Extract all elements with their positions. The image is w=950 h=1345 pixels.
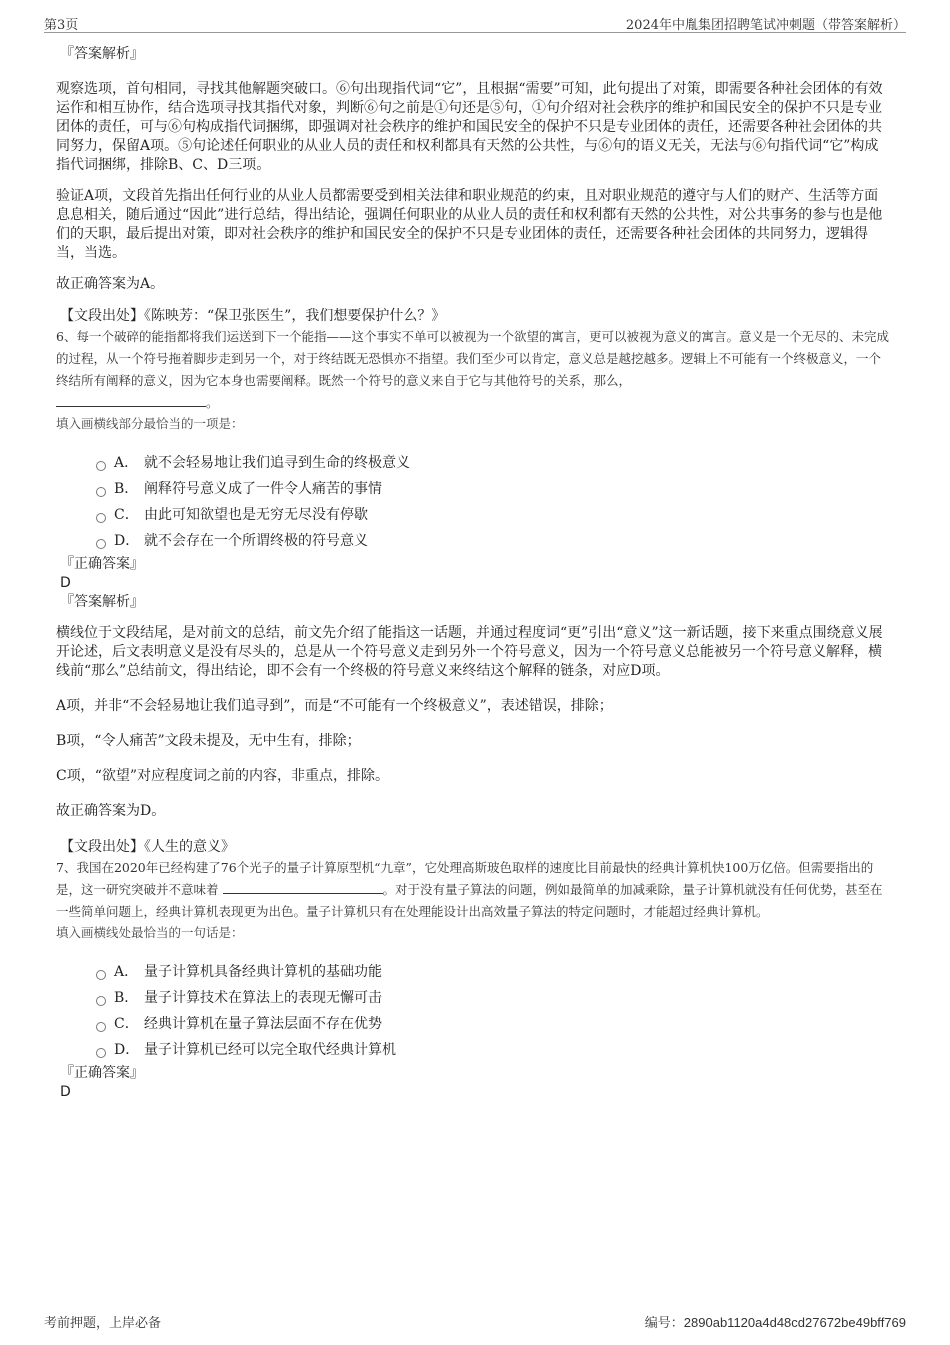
radio-icon[interactable] bbox=[96, 1048, 106, 1058]
footer-slogan: 考前押题，上岸必备 bbox=[44, 1316, 162, 1331]
option-text: 阐释符号意义成了一件令人痛苦的事情 bbox=[144, 481, 382, 497]
option-text: 就不会存在一个所谓终极的符号意义 bbox=[144, 533, 368, 549]
q7-prompt: 填入画横线处最恰当的一句话是： bbox=[56, 925, 244, 940]
option-letter: C． bbox=[114, 507, 139, 523]
page-header bbox=[44, 14, 906, 33]
q6-option-a[interactable] bbox=[96, 450, 890, 476]
option-letter: A． bbox=[114, 964, 139, 980]
q7-option-b[interactable] bbox=[96, 985, 890, 1011]
q7-correct-label: 『正确答案』 bbox=[60, 1065, 144, 1081]
q7-option-d[interactable] bbox=[96, 1037, 890, 1063]
option-text: 量子计算技术在算法上的表现无懈可击 bbox=[144, 990, 382, 1006]
radio-icon[interactable] bbox=[96, 461, 106, 471]
radio-icon[interactable] bbox=[96, 487, 106, 497]
q6-analysis-paragraph-1: 横线位于文段结尾，是对前文的总结，前文先介绍了能指这一话题，并通过程度词“更”引出“意义”这一新话题，接下来重点围绕意义展开论述，后文表明意义是没有尽头的，总是从一个符号意义走到另外一个符号意义，因为一个符号意义总能被另一个符号意义解释，横线前“那么”总结前文，得出结论，即不会有一个终极的符号意义来终结这个解释的链条，对应D项。 bbox=[56, 625, 883, 679]
q5-source: 【文段出处】《陈映芳：“保卫张医生”，我们想要保护什么？》 bbox=[60, 308, 446, 324]
q5-analysis-paragraph-2: 验证A项，文段首先指出任何行业的从业人员都需要受到相关法律和职业规范的约束，且对职业规范的遵守与人们的财产、生活等方面息息相关，随后通过“因此”进行总结，得出结论，强调任何职业的从业人员的责任和权利都有天然的公共性，对公共事务的参与也是他们的天职，最后提出对策，即对社会秩序的维护和国民安全的保护不只是专业团体的责任，还需要各种社会团体的共同努力，逻辑得当，当选。 bbox=[56, 188, 883, 261]
radio-icon[interactable] bbox=[96, 539, 106, 549]
option-text: 量子计算机具备经典计算机的基础功能 bbox=[144, 964, 382, 980]
q6-analysis-c: C项，“欲望”对应程度词之前的内容，非重点，排除。 bbox=[56, 768, 390, 784]
q5-conclusion: 故正确答案为A。 bbox=[56, 276, 165, 292]
q6-analysis-label: 『答案解析』 bbox=[60, 594, 144, 610]
q7-option-a[interactable] bbox=[96, 959, 890, 985]
q6-analysis-b: B项，“令人痛苦”文段未提及，无中生有，排除； bbox=[56, 733, 361, 749]
option-letter: B． bbox=[114, 481, 139, 497]
page-number: 第3页 bbox=[44, 18, 79, 33]
option-letter: C． bbox=[114, 1016, 139, 1032]
radio-icon[interactable] bbox=[96, 970, 106, 980]
option-letter: D． bbox=[114, 533, 140, 549]
q6-fill-blank bbox=[56, 394, 206, 407]
q6-source: 【文段出处】《人生的意义》 bbox=[60, 839, 235, 855]
radio-icon[interactable] bbox=[96, 513, 106, 523]
q6-correct-label: 『正确答案』 bbox=[60, 556, 144, 572]
q7-option-c[interactable] bbox=[96, 1011, 890, 1037]
option-letter: D． bbox=[114, 1042, 140, 1058]
q6-question-text bbox=[56, 326, 890, 414]
radio-icon[interactable] bbox=[96, 1022, 106, 1032]
q6-text-end: 。 bbox=[206, 395, 219, 410]
q6-analysis-a: A项，并非“不会轻易地让我们追寻到”，而是“不可能有一个终极意义”，表述错误，排除； bbox=[56, 698, 613, 714]
q7-answer: D bbox=[60, 1084, 71, 1100]
code-value: 2890ab1120a4d48cd27672be49bff769 bbox=[683, 1315, 906, 1330]
q6-option-d[interactable] bbox=[96, 528, 890, 554]
document-code bbox=[645, 1312, 906, 1331]
option-letter: A． bbox=[114, 455, 139, 471]
q6-conclusion: 故正确答案为D。 bbox=[56, 803, 166, 819]
code-label: 编号： bbox=[644, 1316, 684, 1331]
q7-question-text bbox=[56, 857, 890, 923]
option-text: 经典计算机在量子算法层面不存在优势 bbox=[144, 1016, 382, 1032]
option-text: 量子计算机已经可以完全取代经典计算机 bbox=[144, 1042, 396, 1058]
page-content bbox=[56, 44, 890, 1101]
document-title: 2024年中胤集团招聘笔试冲刺题（带答案解析） bbox=[625, 18, 906, 33]
q7-options bbox=[96, 959, 890, 1063]
option-text: 就不会轻易地让我们追寻到生命的终极意义 bbox=[144, 455, 410, 471]
q6-text: 6、每一个破碎的能指都将我们运送到下一个能指——这个事实不单可以被视为一个欲望的寓言，更可以被视为意义的寓言。意义是一个无尽的、未完成的过程，从一个符号拖着脚步走到另一个，对于终结既无恐惧亦不指望。我们至少可以肯定，意义总是越挖越多。逻辑上不可能有一个终极意义，一个终结所有阐释的意义，因为它本身也需要阐释。既然一个符号的意义来自于它与其他符号的关系，那么， bbox=[56, 329, 889, 388]
q6-answer: D bbox=[60, 575, 71, 591]
q6-prompt: 填入画横线部分最恰当的一项是： bbox=[56, 416, 244, 431]
q7-fill-blank bbox=[223, 881, 383, 894]
q6-option-b[interactable] bbox=[96, 476, 890, 502]
q5-analysis-paragraph-1: 观察选项，首句相同，寻找其他解题突破口。⑥句出现指代词“它”，且根据“需要”可知，此句提出了对策，即需要各种社会团体的有效运作和相互协作，结合选项寻找其指代对象，判断⑥句之前是①句还是⑤句，①句介绍对社会秩序的维护和国民安全的保护不只是专业团体的责任，可与⑥句构成指代词捆绑，即强调对社会秩序的维护和国民安全的保护不只是专业团体的责任，还需要各种社会团体的共同努力，保留A项。⑤句论述任何职业的从业人员的责任和权利都具有天然的公共性，与⑥句的语义无关，无法与⑥句指代词“它”构成指代词捆绑，排除B、C、D三项。 bbox=[56, 81, 883, 173]
q7-text-a: 7、我国在2020年已经构建了76个光子的量子计算原型机“九章”，它处理高斯玻色取样的速度比目前最快的经典计算机快100万亿倍。但需要指出的是，这一研究突破并不意味着 bbox=[56, 860, 874, 897]
q6-option-c[interactable] bbox=[96, 502, 890, 528]
q6-options bbox=[96, 450, 890, 554]
q5-analysis-label: 『答案解析』 bbox=[60, 46, 144, 62]
option-letter: B． bbox=[114, 990, 139, 1006]
radio-icon[interactable] bbox=[96, 996, 106, 1006]
q7-text-b: 。对于没有量子算法的问题，例如最简单的加减乘除，量子计算机就没有任何优势，甚至在一些简单问题上，经典计算机表现更为出色。量子计算机只有在处理能设计出高效量子算法的特定问题时，才能超过经典计算机。 bbox=[56, 882, 883, 919]
option-text: 由此可知欲望也是无穷无尽没有停歇 bbox=[144, 507, 368, 523]
